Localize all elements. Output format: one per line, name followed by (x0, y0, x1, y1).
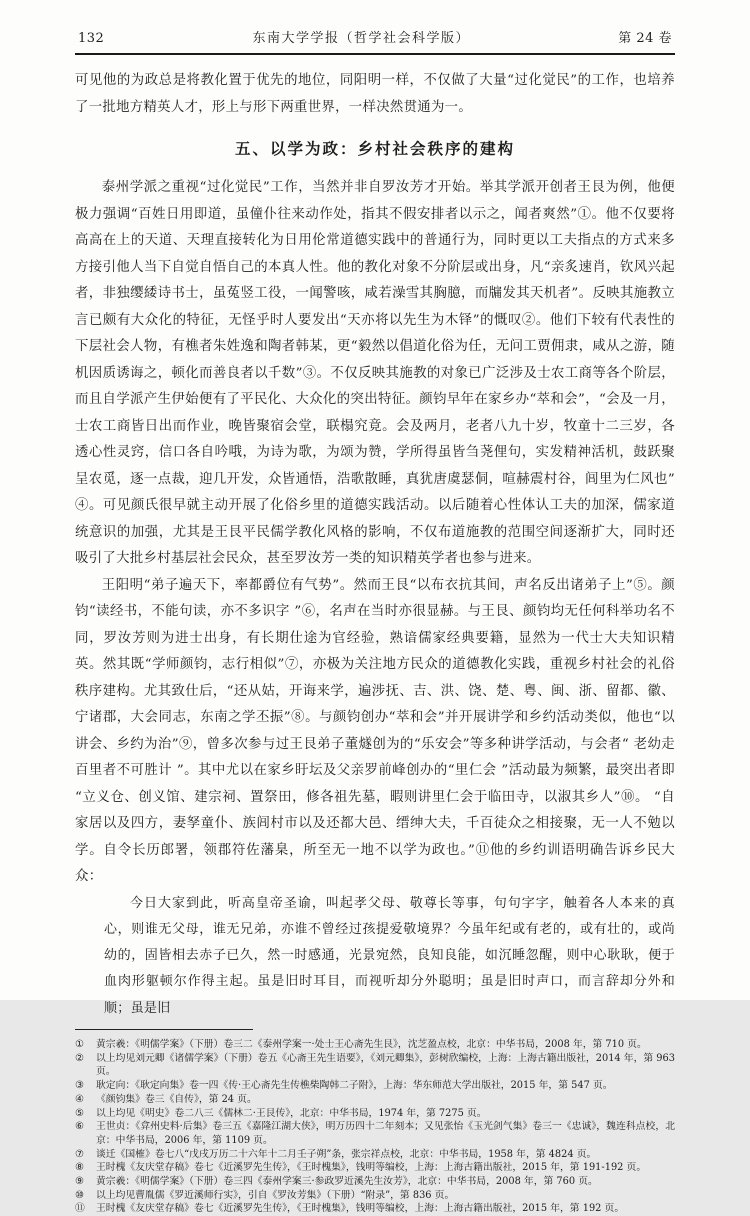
footnote-text: 谈迁《国榷》卷七八“戊戌万历二十六年十二月壬子朔”条，张宗祥点校，北京：中华书局，1958 年，第 4824 页。 (96, 1148, 597, 1160)
journal-title: 东南大学学报（哲学社会科学版） (252, 31, 471, 46)
header-rule (75, 53, 675, 55)
page-number: 132 (78, 31, 105, 46)
footnote-item (75, 1038, 675, 1052)
footnote-item (75, 1107, 675, 1121)
footnote-marker: ⑧ (75, 1162, 84, 1174)
footnote-item (75, 1148, 675, 1162)
body-paragraph-2: 泰州学派之重视“过化觉民”工作，当然并非自罗汝芳才开始。举其学派开创者王艮为例，他便极力强调“百姓日用即道，虽僮仆往来动作处，指其不假安排者以示之，闻者爽然”①。他不仅要将高高在上的天道、天理直接转化为日用伦常道德实践中的普通行为，同时更以工夫指点的方式来多方接引他人当下自觉自悟自己的本真人性。他的教化对象不分阶层或出身，凡“亲炙速肖，钦风兴起者，非独缨緌诗书士，虽菟竖工役，一闻警咳，咸若澡雪其胸臆，而牖发其天机者”。反映其施教立言已颇有大众化的特征，无怪乎时人要发出“天亦将以先生为木铎”的慨叹②。他们下较有代表性的下层社会人物，有樵者朱姓逸和陶者韩某，更“毅然以倡道化俗为任，无问工贾佣隶，咸从之游，随机因质诱诲之，顿化而善良者以千数”③。不仅反映其施教的对象已广泛涉及士农工商等各个阶层，而且自学派产生伊始便有了平民化、大众化的突出特征。颜钧早年在家乡办“萃和会”，“会及一月，士农工商皆日出而作业，晚皆聚宿会堂，联榻究竟。会及两月，老者八九十岁，牧童十二三岁，各透心性灵窍，信口各自吟哦，为诗为歌，为颂为赞，学所得虽皆刍荛俚句，实发精神活机，鼓跃聚呈农觅，逐一点裁，迎几开发，众皆通悟，浩歌散睡，真犹唐虞瑟侗，喧赫震村谷，闾里为仁风也”④。可见颜氏很早就主动开展了化俗乡里的道德实践活动。以后随着心性体认工夫的加深，儒家道统意识的加强，尤其是王艮平民儒学教化风格的影响，不仅布道施教的范围空间逐渐扩大，同时还吸引了大批乡村基层社会民众，甚至罗汝芳一类的知识精英学者也参与进来。 (75, 180, 675, 566)
volume-label: 第 24 卷 (618, 31, 672, 46)
section-heading: 五、以学为政：乡村社会秩序的建构 (234, 139, 515, 158)
footnote-text: 以上均见曹胤儒《罗近溪师行实》，引自《罗汝芳集》（下册）“附录”，第 836 页。 (96, 1189, 455, 1201)
footnote-marker: ④ (75, 1093, 84, 1105)
footnote-item (75, 1189, 675, 1203)
footnote-text: 耿定向：《耿定向集》卷一四《传·王心斋先生传樵柴陶韩二子附》，上海：华东师范大学出版社，2015 年，第 547 页。 (96, 1080, 613, 1092)
footnote-item (75, 1052, 675, 1079)
footnotes-section (75, 1038, 675, 1216)
footnote-text: 以上均见刘元卿《诸儒学案》（下册）卷五《心斋王先生语要》，《刘元卿集》，彭树欣编校，上海：上海古籍出版社，2014 年，第 963 页。 (96, 1052, 675, 1078)
footnote-marker: ⑥ (75, 1121, 84, 1133)
footnote-item (75, 1079, 675, 1093)
footnote-text: 王世贞：《弇州史料·后集》卷三五《嘉隆江湖大侠》，明万历四十二年刻本；又见张怡《玉光剑气集》卷三一《忠诚》，魏连科点校，北京：中华书局，2006 年，第 1109 页。 (96, 1121, 675, 1146)
footnote-text: 王时槐《友庆堂存稿》卷七《近溪罗先生传》，《王时槐集》，钱明等编校，上海：上海古籍出版社，2015 年，第 192 页。 (96, 1203, 625, 1215)
footnote-marker: ① (75, 1038, 84, 1050)
footnote-marker: ⑩ (75, 1189, 84, 1201)
footnote-text: 《颜钧集》卷三《自传》，第 24 页。 (96, 1093, 257, 1105)
footnote-item (75, 1093, 675, 1107)
footnote-text: 黄宗羲：《明儒学案》（下册）卷三四《泰州学案三·参政罗近溪先生汝芳》，北京：中华书局，2008 年，第 760 页。 (96, 1176, 598, 1188)
footnote-item (75, 1202, 675, 1216)
block-quote: 今日大家到此，听高皇帝圣谕，叫起孝父母、敬尊长等事，句句字字，触着各人本来的真心，则谁无父母，谁无兄弟，亦谁不曾经过孩提爱敬境界？今虽年纪或有老的，或有壮的，或尚幼的，固皆相去赤子已久，然一时感通，光景宛然，良知良能，如沉睡忽醒，则中心耿耿，便于血肉形躯顿尔作得主起。虽是旧时耳目，而视听却分外聪明；虽是旧时声口，而言辞却分外和顺；虽是旧 (104, 895, 675, 1016)
footnote-text: 黄宗羲：《明儒学案》（下册）卷三二《泰州学案一·处士王心斋先生艮》，沈芝盈点校，北京：中华书局，2008 年，第 710 页。 (96, 1038, 647, 1050)
body-paragraph-continued: 可见他的为政总是将教化置于优先的地位，同阳明一样，不仅做了大量“过化觉民”的工作，也培养了一批地方精英人才，形上与形下两重世界，一样决然贯通为一。 (75, 73, 675, 115)
footnote-marker: ⑨ (75, 1176, 84, 1188)
footnote-item (75, 1175, 675, 1189)
footnote-item (75, 1161, 675, 1175)
footnote-marker: ③ (75, 1080, 84, 1092)
footnote-marker: ⑦ (75, 1148, 84, 1160)
footnote-marker: ⑤ (75, 1107, 84, 1119)
footnote-text: 以上均见《明史》卷二八三《儒林二·王艮传》，北京：中华书局，1974 年，第 7275 页。 (96, 1107, 487, 1119)
footnote-text: 王时槐《友庆堂存稿》卷七《近溪罗先生传》，《王时槐集》，钱明等编校，上海：上海古籍出版社，2015 年，第 191-192 页。 (96, 1162, 647, 1174)
page-header (75, 27, 675, 53)
footnote-marker: ⑪ (75, 1203, 85, 1215)
footnote-marker: ② (75, 1052, 84, 1064)
footnote-separator-rule (75, 1029, 253, 1030)
body-paragraph-3: 王阳明“弟子遍天下，率都爵位有气势”。然而王艮“以布衣抗其间，声名反出诸弟子上”⑤。颜钧“读经书，不能句读，亦不多识字 ”⑥，名声在当时亦很显赫。与王艮、颜钧均无任何科举功名不同，罗汝芳则为进士出身，有长期仕途为官经验，熟谙儒家经典要籍，显然为一代士大夫知识精英。然其既“学师颜钧，志行相似”⑦，亦极为关注地方民众的道德教化实践，重视乡村社会的礼俗秩序建构。尤其致仕后，“还从姑，开诲来学，遍涉抚、吉、洪、饶、楚、粤、闽、浙、留都、徽、宁诸郡，大会同志，东南之学丕振”⑧。与颜钧创办“萃和会”并开展讲学和乡约活动类似，他也“以讲会、乡约为治”⑨，曾多次参与过王艮弟子董燧创为的“乐安会”等多种讲学活动，与会者“ 老幼走百里者不可胜计 ”。其中尤以在家乡盱坛及父亲罗前峰创办的“里仁会 ”活动最为频繁，最突出者即“立义仓、创义馆、建宗祠、置祭田，修各祖先墓，暇则讲里仁会于临田寺，以淑其乡人”⑩。 “自家居以及四方，妻孥童仆、族闾村市以及还都大邑、缙绅大夫，千百徒众之相接聚，无一人不勉以学。自令长历郎署，领郡符佐藩臬，所至无一地不以学为政也。”⑪他的乡约训语明确告诉乡民大众： (75, 577, 675, 884)
article-body (75, 68, 675, 1022)
footnote-item (75, 1120, 675, 1147)
